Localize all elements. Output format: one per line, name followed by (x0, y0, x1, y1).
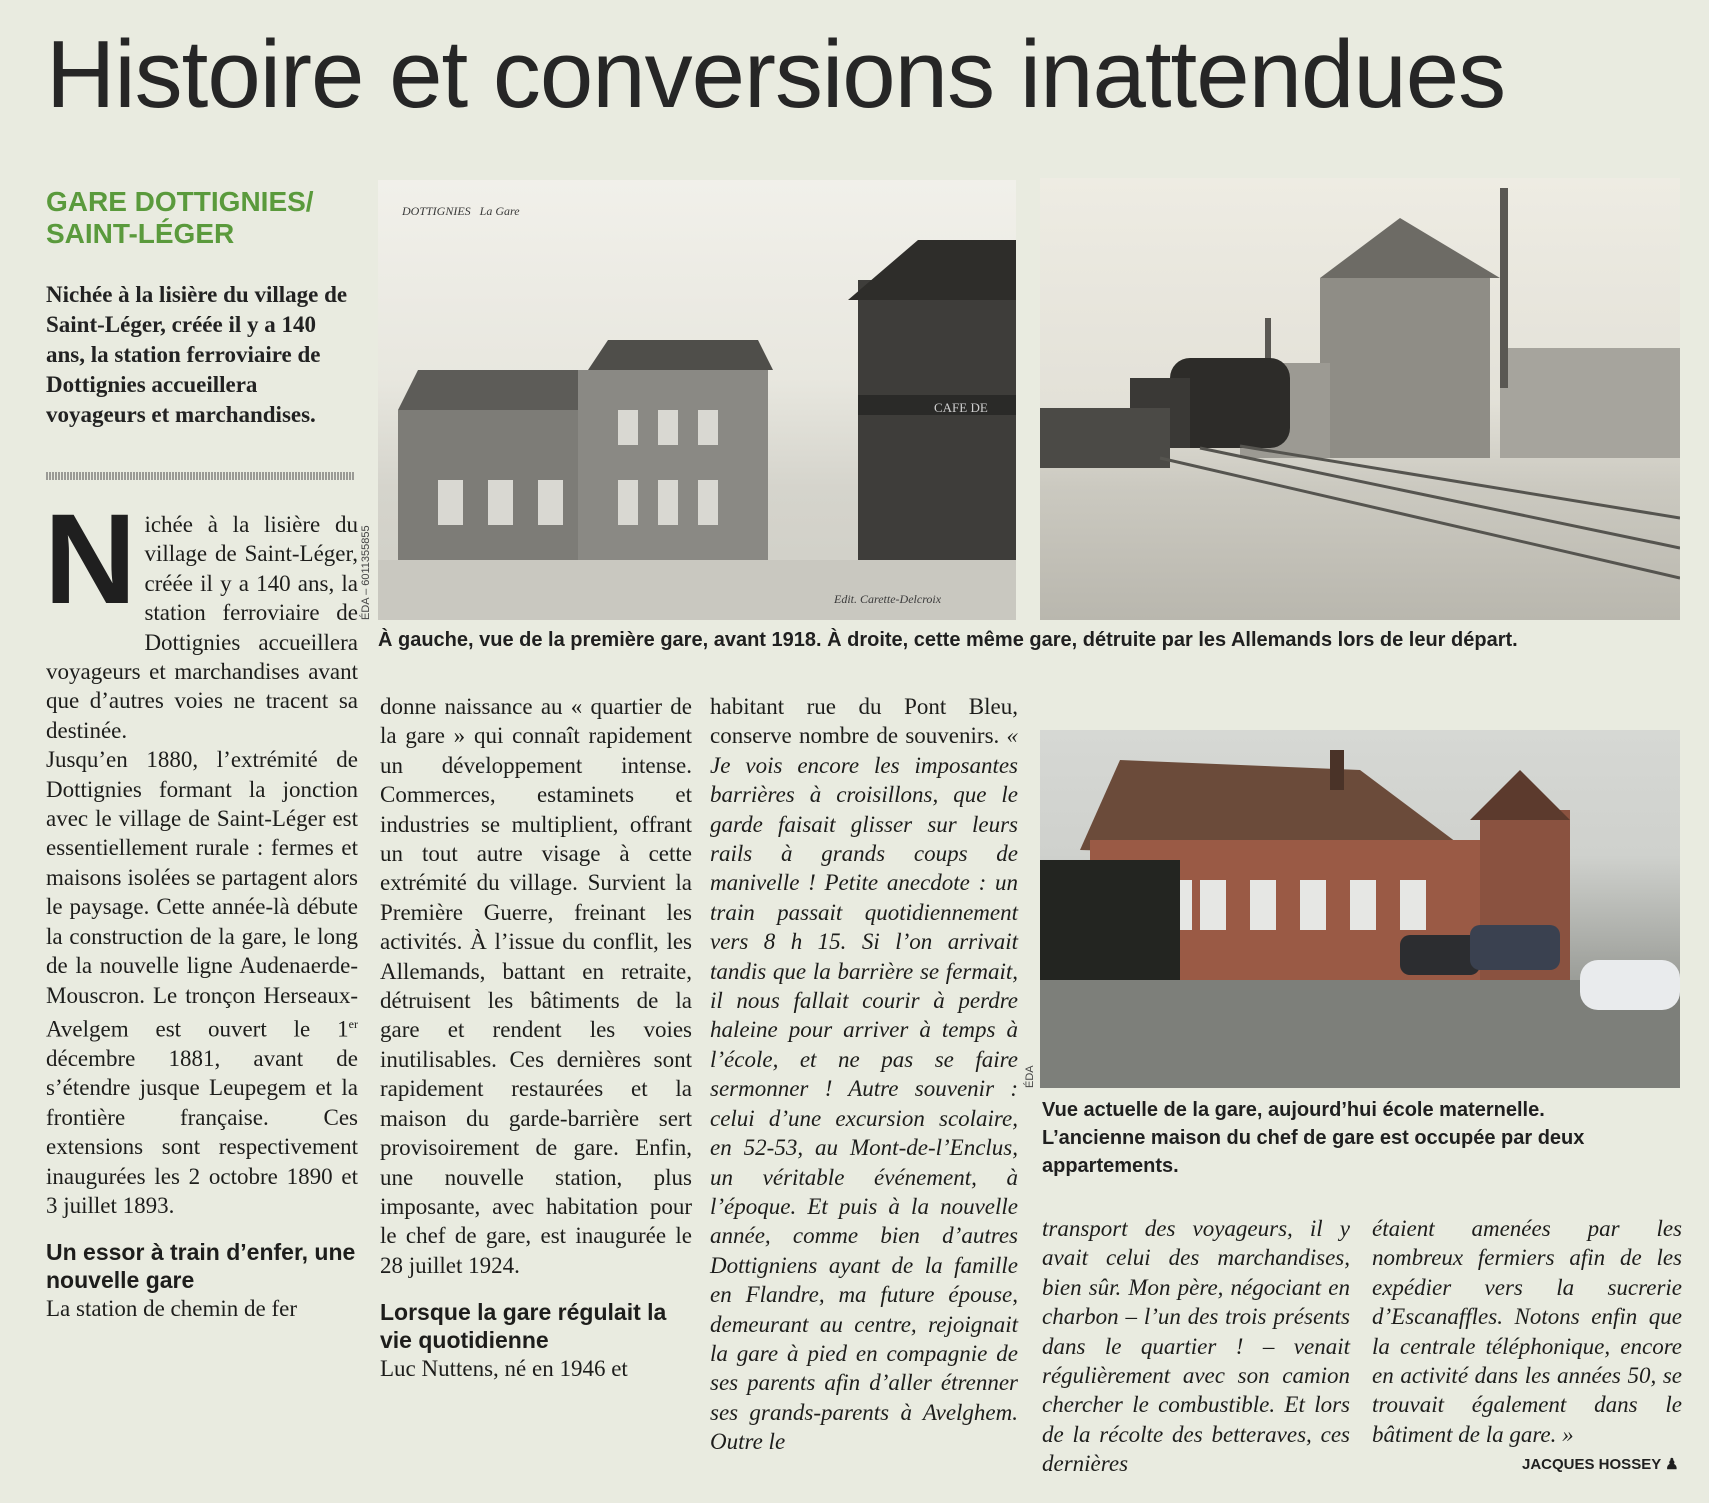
column-1-paragraph-2a: Jusqu’en 1880, l’extrémité de Dottignies formant la jonction avec le village de Saint-Léger est essentiellement rurale : fermes et maisons isolées se partagent alors le paysage. Cette année-là débute la construction de la gare, le long de la nouvelle ligne Audenaerde-Mouscron. Le tronçon Herseaux-Avelgem est ouvert le 1 (46, 747, 358, 1042)
author-name: JACQUES HOSSEY (1522, 1456, 1661, 1473)
subheading-essor: Un essor à train d’enfer, une nouvelle gare (46, 1239, 356, 1294)
photo-destroyed-station (1040, 178, 1680, 620)
article-column-1 (44, 488, 358, 1324)
lead-divider (46, 472, 354, 480)
article-column-5: étaient amenées par les nombreux fermiers afin de les expédier vers la sucrerie d’Escanaffles. Notons enfin que la centrale téléphonique, encore en activité dans les années 50, se trouvait également dans le bâtiment de la gare. » (1372, 1216, 1682, 1447)
photo-credit-top: ÉDA – 6011355855 (360, 525, 372, 620)
kicker-line-2: SAINT-LÉGER (46, 218, 235, 249)
article-column-2 (380, 692, 692, 1384)
author-icon: ♟ (1665, 1456, 1679, 1473)
caption-current-line-1: Vue actuelle de la gare, aujourd’hui école maternelle. (1042, 1099, 1545, 1121)
article-column-3 (710, 692, 1018, 1457)
caption-current-photo (1042, 1096, 1682, 1180)
column-2-paragraph-2: Luc Nuttens, né en 1946 et (380, 1356, 628, 1382)
postcard-subtitle: La Gare (479, 204, 520, 218)
article-lead: Nichée à la lisière du village de Saint-Léger, créée il y a 140 ans, la station ferroviaire de Dottignies accueillera voyageurs et marchandises. (46, 282, 348, 427)
drop-cap: N (44, 488, 137, 631)
subheading-vie-quotidienne: Lorsque la gare régulait la vie quotidienne (380, 1299, 667, 1354)
cafe-sign: CAFE DE (934, 400, 988, 415)
photo-old-station (378, 180, 1016, 620)
ordinal-superscript: er (348, 1016, 358, 1031)
article-column-4: transport des voyageurs, il y avait celui des marchandises, bien sûr. Mon père, négociant en charbon – l’un des trois présents dans le quartier ! – venait régulièrement avec son camion chercher le combustible. Et lors de la récolte des betteraves, ces dernières (1042, 1216, 1350, 1477)
photo-current-station (1040, 730, 1680, 1088)
postcard-title: DOTTIGNIES (402, 204, 471, 218)
author-signature (1522, 1455, 1679, 1473)
section-kicker (46, 186, 366, 250)
page-headline: Histoire et conversions inattendues (46, 21, 1506, 128)
column-2-paragraph-1: donne naissance au « quartier de la gare » qui connaît rapidement un développement intense. Commerces, estaminets et industries se multiplient, offrant un tout autre visage à cette extrémité du village. Survient la Première Guerre, freinant les activités. À l’issue du conflit, les Allemands, battant en retraite, détruisent les bâtiments de la gare et rendent les voies inutilisables. Ces dernières sont rapidement restaurées et la maison du garde-barrière sert provisoirement de gare. Enfin, une nouvelle station, plus imposante, avec habitation pour le chef de gare, est inaugurée le 28 juillet 1924. (380, 694, 692, 1278)
kicker-line-1: GARE DOTTIGNIES/ (46, 186, 314, 217)
column-1-paragraph-3: La station de chemin de fer (46, 1296, 297, 1322)
photo-credit-bottom: ÉDA (1024, 1065, 1036, 1088)
column-1-paragraph-2b: décembre 1881, avant de s’étendre jusque Leupegem et la frontière française. Ces extensions sont respectivement inaugurées les 2 octobre 1890 et 3 juillet 1893. (46, 1045, 358, 1218)
postcard-editor: Edit. Carette-Delcroix (834, 592, 942, 606)
column-3-quote: « Je vois encore les imposantes barrières à croisillons, que le garde faisait glisser sur leurs rails à grands coups de manivelle ! Petite anecdote : un train passait quotidiennement vers 8 h 15. Si l’on arrivait tandis que la barrière se fermait, il nous fallait courir à perdre haleine pour arriver à temps à l’école, et ne pas se faire sermonner ! Autre souvenir : celui d’une excursion scolaire, en 52-53, au Mont-de-l’Enclus, un véritable événement, à l’époque. Et puis à la nouvelle année, comme bien d’autres Dottigniens ayant de la famille en Flandre, ma future épouse, demeurant au centre, rejoignait la gare à pied en compagnie de ses parents afin d’aller étrenner ses grands-parents à Avelghem. Outre le (710, 723, 1018, 1455)
caption-current-line-2: L’ancienne maison du chef de gare est occupée par deux appartements. (1042, 1127, 1585, 1177)
caption-historic-photos: À gauche, vue de la première gare, avant 1918. À droite, cette même gare, détruite par les Allemands lors de leur départ. (378, 629, 1518, 651)
column-1-paragraph-1: ichée à la lisière du village de Saint-Léger, créée il y a 140 ans, la station ferroviaire de Dottignies accueillera voyageurs et marchandises avant que d’autres voies ne tracent sa destinée. (46, 512, 358, 743)
column-3-intro: habitant rue du Pont Bleu, conserve nombre de souvenirs. (710, 694, 1018, 749)
